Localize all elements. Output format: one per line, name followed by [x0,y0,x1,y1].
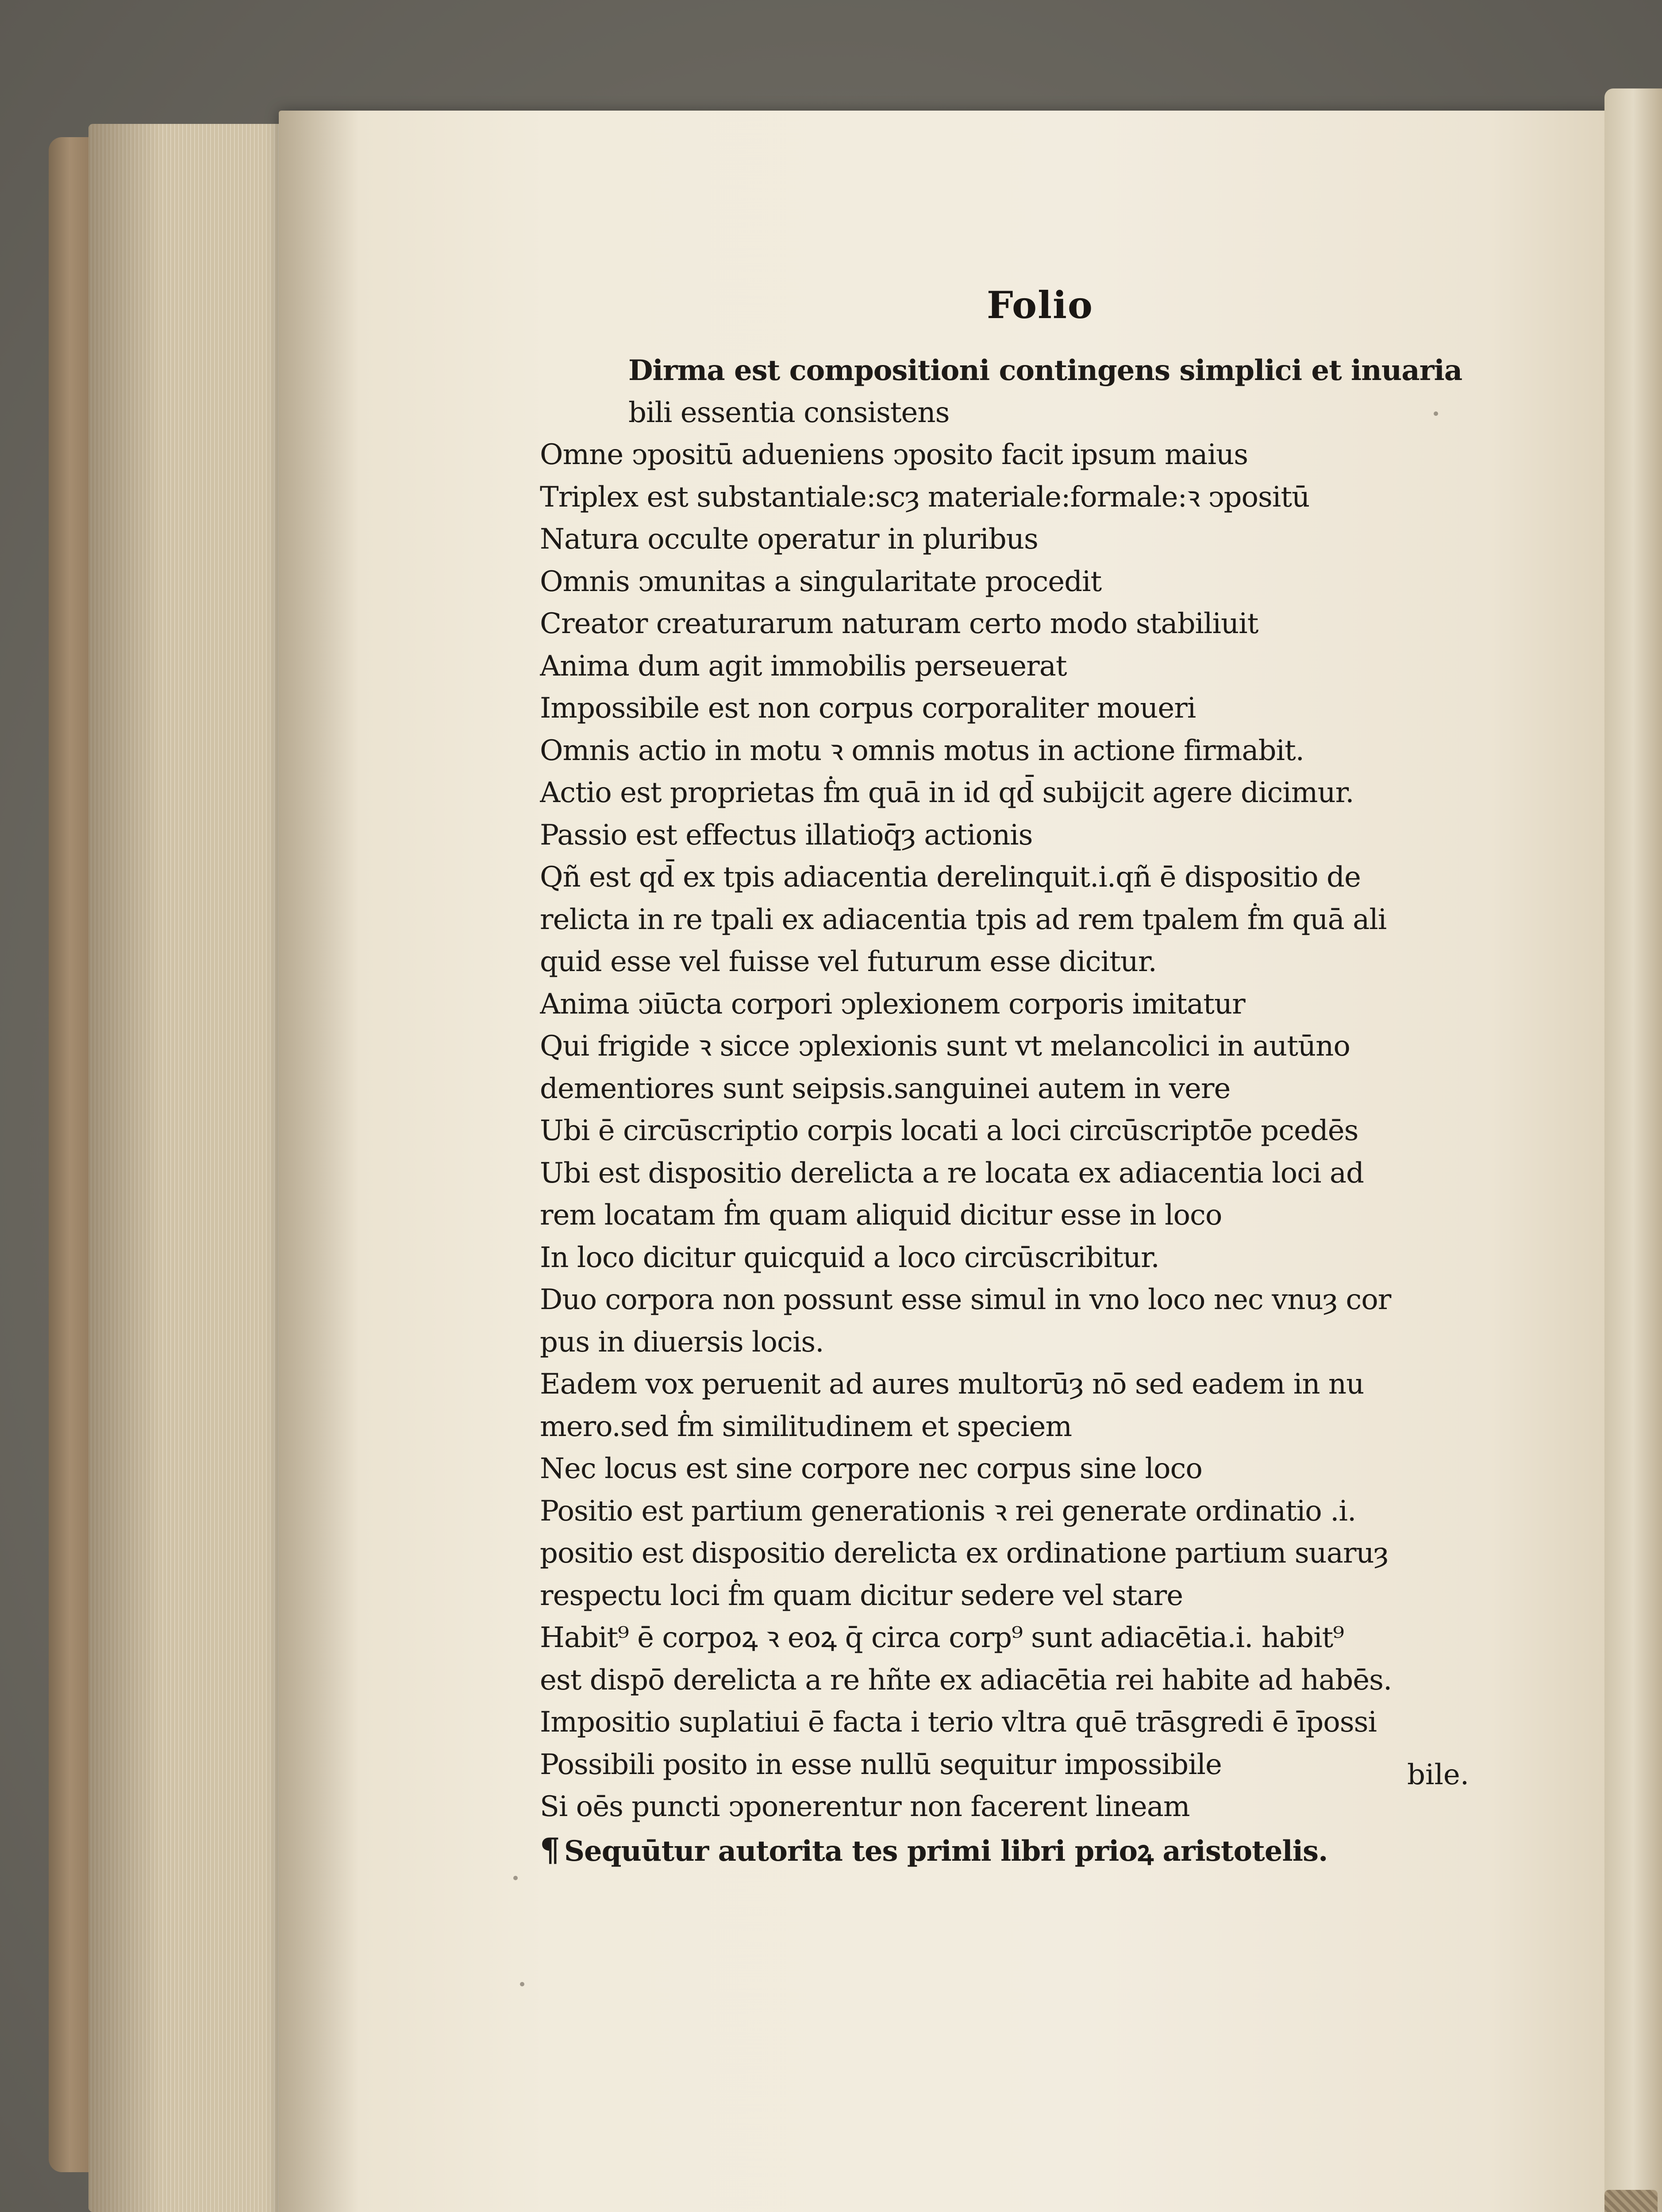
text-line: Habit⁹ ē corpoꝝ ꝛ eoꝝ q̄ circa corp⁹ sunt adiacētia.i. habit⁹ [540,1621,1344,1654]
text-line: Natura occulte operatur in pluribus [540,523,1038,556]
page-header: Folio [987,283,1093,327]
text-line: positio est dispositio derelicta ex ordinatione partium suaruȝ [540,1537,1389,1570]
text-line: Omne ↄpositū adueniens ↄposito facit ipsum maius [540,438,1248,471]
text-line: Ubi est dispositio derelicta a re locata ex adiacentia loci ad [540,1156,1364,1190]
text-line: rem locatam ḟm quam aliquid dicitur esse in loco [540,1199,1222,1232]
text-line: Passio est effectus illatioq̄ȝ actionis [540,818,1033,852]
text-line: Duo corpora non possunt esse simul in vno loco nec vnuȝ cor [540,1283,1391,1316]
text-line: Anima ↄiūcta corpori ↄplexionem corporis imitatur [540,987,1245,1021]
text-line [540,1828,1504,1871]
text-line: respectu loci ḟm quam dicitur sedere vel stare [540,1579,1183,1612]
text-line: Omnis actio in motu ꝛ omnis motus in actione firmabit. [540,734,1304,767]
text-line: Creator creaturarum naturam certo modo stabiliuit [540,607,1258,640]
text-line: relicta in re tpali ex adiacentia tpis ad rem tpalem ḟm quā ali [540,903,1387,936]
text-line: Actio est proprietas ḟm quā in id qd̄ subijcit agere dicimur. [540,776,1354,809]
ink-smudge [513,1876,518,1880]
page-gutter [279,111,358,2212]
text-line: est dispō derelicta a re hñte ex adiacētia rei habite ad habēs. [540,1663,1392,1697]
text-line: Triplex est substantiale:scȝ materiale:formale:ꝛ ↄpositū [540,480,1310,514]
text-block [540,349,1504,1870]
text-line: Impossibile est non corpus corporaliter moueri [540,692,1196,725]
text-line: Impositio suplatiui ē facta i terio vltra quē trāsgredi ē īpossi [540,1706,1377,1739]
text-line: Anima dum agit immobilis perseuerat [540,649,1067,683]
closing-line-text: Sequūtur autorita tes primi libri prioꝝ aristotelis. [564,1834,1328,1868]
text-line: Omnis ↄmunitas a singularitate procedit [540,565,1102,598]
text-line: Si oēs puncti ↄponerentur non facerent lineam [540,1790,1190,1823]
margin-continuation: bile. [1407,1759,1470,1791]
text-line: Qñ est qd̄ ex tpis adiacentia derelinquit.i.qñ ē dispositio de [540,861,1361,894]
text-line: Eadem vox peruenit ad aures multorūȝ nō sed eadem in nu [540,1368,1364,1401]
ink-smudge [1434,411,1438,416]
text-line: In loco dicitur quicquid a loco circūscribitur. [540,1241,1159,1274]
text-line: quid esse vel fuisse vel futurum esse dicitur. [540,945,1157,978]
text-line: Qui frigide ꝛ sicce ↄplexionis sunt vt melancolici in autūno [540,1030,1350,1063]
ink-smudge [520,1982,524,1986]
text-line: Nec locus est sine corpore nec corpus sine loco [540,1452,1202,1485]
text-line: Ubi ē circūscriptio corpis locati a loci circūscriptōe pcedēs [540,1114,1358,1147]
text-line: pus in diuersis locis. [540,1325,824,1359]
text-line: bili essentia consistens [628,396,950,429]
text-line: Possibili posito in esse nullū sequitur impossibile [540,1748,1222,1781]
binding-ribbon [1604,2190,1658,2212]
facing-page-edge [1604,88,1662,2212]
text-line: dementiores sunt seipsis.sanguinei autem in vere [540,1072,1231,1105]
text-line: mero.sed ḟm similitudinem et speciem [540,1410,1072,1443]
text-line: Positio est partium generationis ꝛ rei generate ordinatio .i. [540,1494,1356,1528]
text-line: Dirma est compositioni contingens simplici et inuaria [628,354,1462,387]
paragraph-mark-icon: ¶ [540,1830,560,1868]
